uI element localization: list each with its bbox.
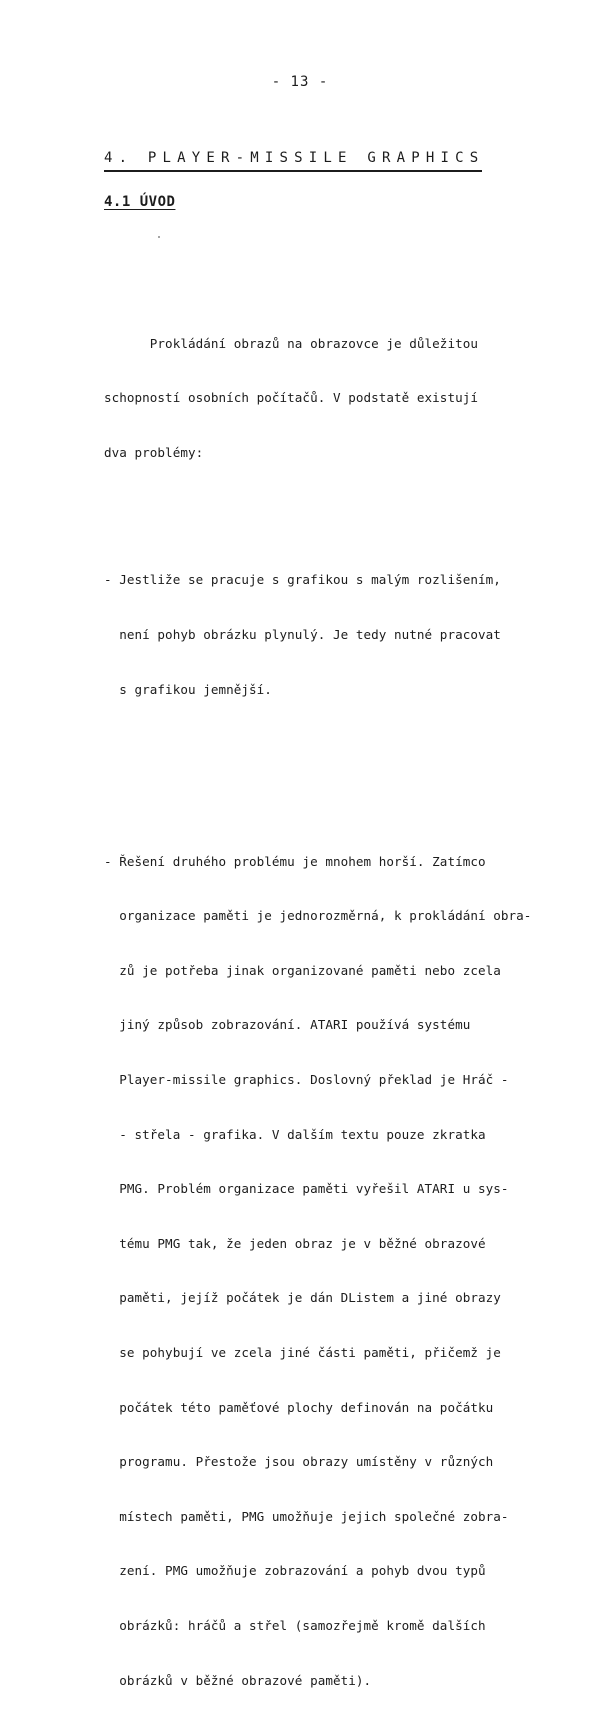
chapter-underline <box>104 170 482 172</box>
bullet-line: tému PMG tak, že jeden obraz je v běžné obrazové <box>104 1235 486 1251</box>
bullet-line: - střela - grafika. V dalším textu pouze zkratka <box>104 1126 486 1142</box>
bullet-line: - Jestliže se pracuje s grafikou s malým rozlišením, <box>104 572 501 588</box>
bullet-line: zení. PMG umožňuje zobrazování a pohyb dvou typů <box>104 1563 486 1579</box>
paragraph-gap <box>104 772 504 780</box>
bullet-line: místech paměti, PMG umožňuje jejich společné zobra- <box>104 1508 509 1524</box>
bullet-line: obrázků v běžné obrazové paměti). <box>104 1672 372 1688</box>
bullet-line: obrázků: hráčů a střel (samozřejmě kromě dalších <box>104 1618 486 1634</box>
bullet-line: Player-missile graphics. Doslovný překlad je Hráč - <box>104 1071 509 1087</box>
page-number: - 13 - <box>271 74 329 90</box>
body-text <box>104 262 532 1734</box>
intro-line: dva problémy: <box>104 445 204 461</box>
bullet-line: s grafikou jemnější. <box>104 681 272 697</box>
bullet-line: není pohyb obrázku plynulý. Je tedy nutné pracovat <box>104 627 501 643</box>
section-heading: 4.1 ÚVOD <box>104 194 176 210</box>
bullet-item-2 <box>104 816 532 1726</box>
bullet-line: počátek této paměťové plochy definován na počátku <box>104 1399 494 1415</box>
bullet-line: zů je potřeba jinak organizované paměti nebo zcela <box>104 962 501 978</box>
bullet-line: se pohybují ve zcela jiné části paměti, přičemž je <box>104 1344 501 1360</box>
intro-line: Prokládání obrazů na obrazovce je důležitou <box>104 335 478 351</box>
bullet-line: jiný způsob zobrazování. ATARI používá systému <box>104 1017 471 1033</box>
speck-mark <box>158 236 160 238</box>
bullet-item-1 <box>104 535 504 735</box>
bullet-line: programu. Přestože jsou obrazy umístěny v různých <box>104 1454 494 1470</box>
bullet-line: organizace paměti je jednorozměrná, k prokládání obra- <box>104 908 532 924</box>
bullet-line: - Řešení druhého problému je mnohem horší. Zatímco <box>104 853 486 869</box>
intro-paragraph <box>104 298 504 498</box>
intro-line: schopností osobních počítačů. V podstatě existují <box>104 390 478 406</box>
bullet-line: PMG. Problém organizace paměti vyřešil ATARI u sys- <box>104 1181 509 1197</box>
chapter-title: 4. PLAYER-MISSILE GRAPHICS <box>104 150 485 166</box>
bullet-line: paměti, jejíž počátek je dán DListem a jiné obrazy <box>104 1290 501 1306</box>
